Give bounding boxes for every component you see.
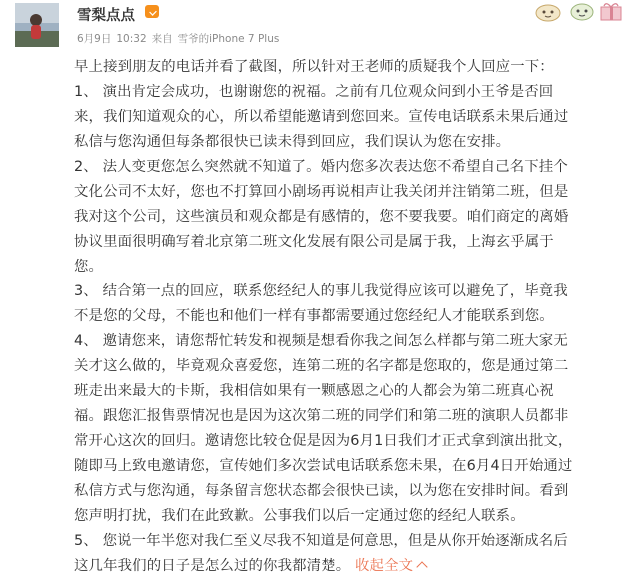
collapse-text-button[interactable] <box>355 558 426 574</box>
post-line: 早上接到朋友的电话并看了截图，所以针对王老师的质疑我个人回应一下： <box>74 59 554 75</box>
source-prefix: 来自 <box>151 33 173 45</box>
post-line: 1、 演出肯定会成功，也谢谢您的祝福。之前有几位观众问到小王爷是否回 <box>74 83 554 100</box>
post-date[interactable]: 6月9日 <box>77 33 112 45</box>
avatar-image <box>15 3 59 47</box>
post-line: 3、 结合第一点的回应，联系您经纪人的事儿我觉得应该可以避免了，毕竟我 <box>74 283 568 300</box>
cartoon-sticker-icon <box>534 0 562 22</box>
post-line: 协议里面很明确写着北京第二班文化发展有限公司是属于我，上海玄乎属于 <box>74 233 554 250</box>
post-line: 2、 法人变更您怎么突然就不知道了。婚内您多次表达您不希望自己名下挂个 <box>74 158 568 175</box>
post-source[interactable]: 雪爷的iPhone 7 Plus <box>177 33 280 45</box>
collapse-text-label: 收起全文 <box>355 557 414 574</box>
post-header <box>0 0 627 52</box>
post-line: 随即马上致电邀请您，宣传她们多次尝试电话联系您未果，在6月4日开始通过 <box>74 458 573 474</box>
gift-box-icon <box>598 0 624 22</box>
post-line: 我对这个公司，这些演员和观众都是有感情的，您不要我要。咱们商定的离婚 <box>74 208 569 225</box>
post-body <box>74 55 626 579</box>
post-line: 您。 <box>74 258 104 275</box>
author-name[interactable]: 雪梨点点 <box>77 8 135 24</box>
post-line: 常开心这次的回归。邀请您比较仓促是因为6月1日我们才正式拿到演出批文， <box>74 433 573 450</box>
post-last-line <box>74 554 626 579</box>
post-line: 这几年我们的日子是怎么过的你我都清楚。 <box>74 557 351 574</box>
post-line: 4、 邀请您来，请您帮忙转发和视频是想看你我之间怎么样都与第二班大家无 <box>74 333 568 350</box>
avatar[interactable] <box>15 3 59 47</box>
post-line: 私信与您沟通但每条都很快已读未得到回应，我们误认为您在安排。 <box>74 133 511 150</box>
post-line: 关才这么做的，毕竟观众喜爱您，连第二班的名字都是您取的，您是通过第二 <box>74 358 569 375</box>
post-line: 私信方式与您沟通，每条留言您状态都会很快已读，以为您在安排时间。看到 <box>74 482 569 499</box>
vip-crown-icon[interactable] <box>145 5 159 18</box>
post-line: 文化公司不太好，您也不打算回小剧场再说相声让我关闭并注销第二班，但是 <box>74 183 569 200</box>
post-line: 福。跟您汇报售票情况也是因为这次第二班的同学们和第二班的演职人员都非 <box>74 408 569 425</box>
post-line: 5、 您说一年半您对我仁至义尽我不知道是何意思，但是从你开始逐渐成名后 <box>74 532 568 549</box>
post-line: 您声明打扰，我们在此致歉。公事我们以后一定通过您的经纪人联系。 <box>74 507 525 524</box>
chevron-up-icon <box>417 561 428 572</box>
cartoon-sticker-icon <box>568 0 596 22</box>
post-meta <box>77 31 284 46</box>
post-line: 班走出来最大的卡斯，我相信如果有一颗感恩之心的人都会为第二班真心祝 <box>74 383 554 400</box>
post-line: 来，我们知道观众的心，所以希望能邀请到您回来。宣传电话联系未果后通过 <box>74 108 569 125</box>
post-time: 10:32 <box>116 33 147 45</box>
post-line: 不是您的父母，不能也和他们一样有事都需要通过您经纪人才能联系到您。 <box>74 308 554 325</box>
